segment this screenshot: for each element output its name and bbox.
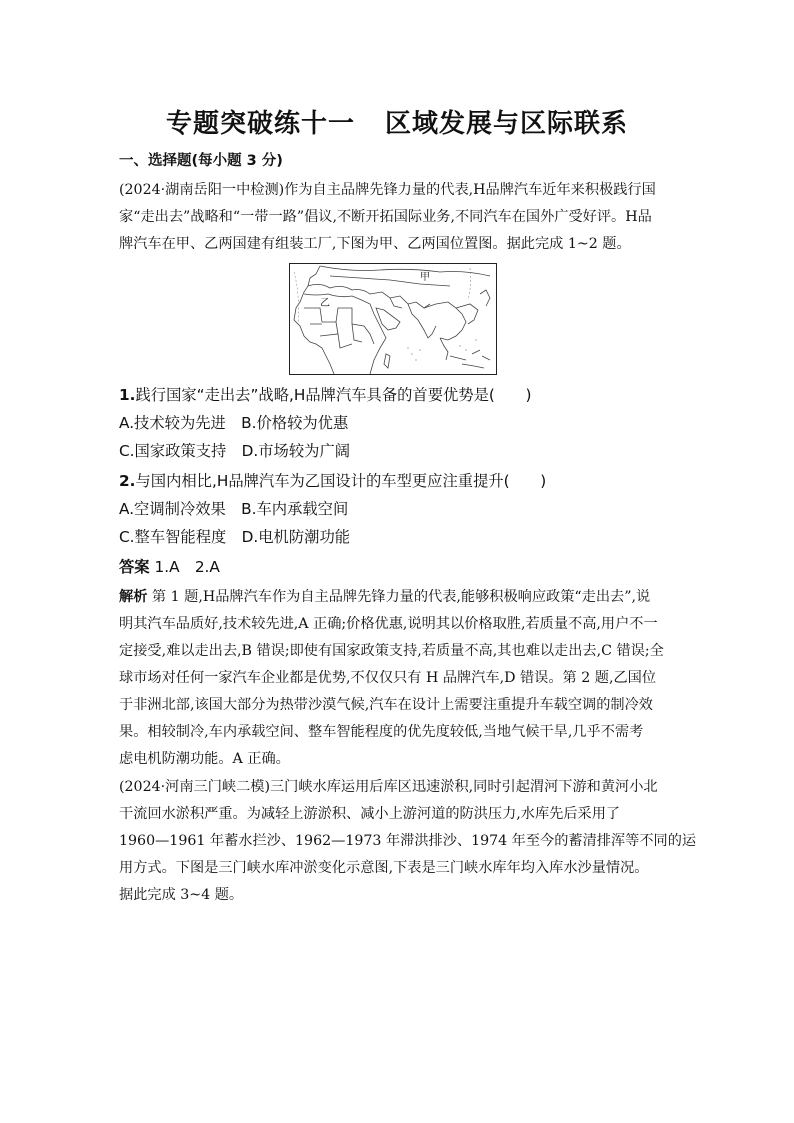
analysis-line-2: 明其汽车品质好,技术较先进,A 正确;价格优惠,说明其以价格取胜,若质量不高,用户不一 bbox=[119, 616, 658, 632]
answer-line bbox=[119, 557, 220, 577]
question-2-text: 与国内相比,H品牌汽车为乙国设计的车型更应注重提升( ) bbox=[135, 472, 547, 490]
analysis-line-5: 于非洲北部,该国大部分为热带沙漠气候,汽车在设计上需要注重提升车载空调的制冷效 bbox=[119, 697, 653, 713]
question-2-options-ab: A.空调制冷效果 B.车内承载空间 bbox=[119, 500, 349, 518]
intro2-line-2: 干流回水淤积严重。为减轻上游淤积、减小上游河道的防洪压力,水库先后采用了 bbox=[119, 806, 621, 822]
intro2-line-5: 据此完成 3~4 题。 bbox=[119, 887, 244, 903]
question-1-text: 践行国家“走出去”战略,H品牌汽车具备的首要优势是( ) bbox=[135, 386, 532, 404]
question-2-number: 2. bbox=[119, 472, 136, 490]
intro1-line-2: 家“走出去”战略和“一带一路”倡议,不断开拓国际业务,不同汽车在国外广受好评。H品 bbox=[119, 209, 652, 225]
question-1-options-cd: C.国家政策支持 D.市场较为广阔 bbox=[119, 442, 351, 460]
question-2-stem bbox=[119, 471, 546, 491]
map-label-yi: 乙 bbox=[320, 298, 330, 309]
analysis-line-1 bbox=[119, 587, 650, 607]
analysis-line-7: 虑电机防潮功能。A 正确。 bbox=[119, 751, 290, 767]
location-map bbox=[289, 263, 497, 375]
section-heading: 一、选择题(每小题 3 分) bbox=[119, 153, 283, 169]
title-main: 专题突破练十一 bbox=[165, 109, 355, 139]
question-1-number: 1. bbox=[119, 386, 136, 404]
analysis-label: 解析 bbox=[119, 589, 148, 605]
intro2-line-1: (2024·河南三门峡二模)三门峡水库运用后库区迅速淤积,同时引起渭河下游和黄河小北 bbox=[119, 779, 658, 795]
answer-text: 1.A 2.A bbox=[149, 558, 220, 576]
analysis-text-1: 第 1 题,H品牌汽车作为自主品牌先锋力量的代表,能够积极响应政策“走出去”,说 bbox=[147, 589, 651, 605]
analysis-line-4: 球市场对任何一家汽车企业都是优势,不仅仅只有 H 品牌汽车,D 错误。第 2 题,乙国位 bbox=[119, 670, 657, 686]
question-1-stem bbox=[119, 385, 531, 405]
intro1-line-1: (2024·湖南岳阳一中检测)作为自主品牌先锋力量的代表,H品牌汽车近年来积极践行国 bbox=[119, 182, 656, 198]
analysis-line-3: 定接受,难以走出去,B 错误;即使有国家政策支持,若质量不高,其也难以走出去,C 错误;全 bbox=[119, 643, 664, 659]
intro2-line-3: 1960—1961 年蓄水拦沙、1962—1973 年滞洪排沙、1974 年至今的蓄清排浑等不同的运 bbox=[119, 833, 697, 849]
analysis-line-6: 果。相较制冷,车内承载空间、整车智能程度的优先度较低,当地气候干旱,几乎不需考 bbox=[119, 724, 644, 740]
intro2-line-4: 用方式。下图是三门峡水库冲淤变化示意图,下表是三门峡水库年均入库水沙量情况。 bbox=[119, 860, 649, 876]
page-title bbox=[0, 103, 794, 140]
map-label-jia: 甲 bbox=[420, 272, 430, 283]
question-2-options-cd: C.整车智能程度 D.电机防潮功能 bbox=[119, 528, 351, 546]
intro1-line-3: 牌汽车在甲、乙两国建有组装工厂,下图为甲、乙两国位置图。据此完成 1~2 题。 bbox=[119, 236, 631, 252]
title-sub: 区域发展与区际联系 bbox=[385, 109, 629, 139]
question-1-options-ab: A.技术较为先进 B.价格较为优惠 bbox=[119, 414, 349, 432]
answer-label: 答案 bbox=[119, 558, 150, 576]
